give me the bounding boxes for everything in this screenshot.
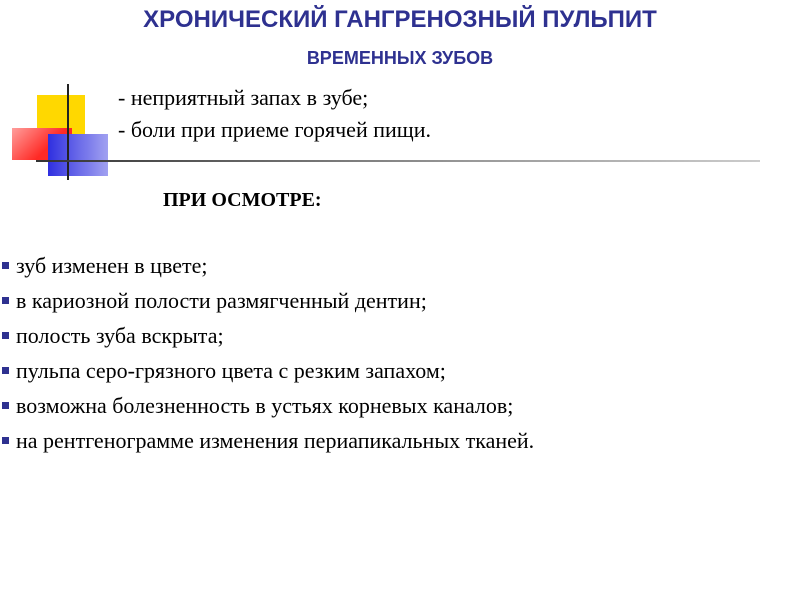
section-title: ПРИ ОСМОТРЕ: — [163, 189, 322, 211]
finding-text: полость зуба вскрыта; — [16, 323, 224, 348]
red-square-decoration — [12, 128, 72, 160]
blue-square-highlight — [48, 134, 108, 176]
square-bullet-icon — [2, 332, 9, 339]
slide-subtitle: ВРЕМЕННЫХ ЗУБОВ — [306, 48, 494, 68]
list-item — [0, 318, 534, 353]
square-bullet-icon — [2, 262, 9, 269]
list-item — [0, 423, 534, 458]
finding-text: пульпа серо-грязного цвета с резким запахом; — [16, 358, 446, 383]
intro-list — [118, 82, 431, 146]
list-item — [0, 283, 534, 318]
intro-line: - боли при приеме горячей пищи. — [118, 117, 431, 142]
slide-title: ХРОНИЧЕСКИЙ ГАНГРЕНОЗНЫЙ ПУЛЬПИТ — [143, 6, 657, 33]
finding-text: возможна болезненность в устьях корневых каналов; — [16, 393, 514, 418]
finding-text: в кариозной полости размягченный дентин; — [16, 288, 427, 313]
square-bullet-icon — [2, 402, 9, 409]
square-bullet-icon — [2, 437, 9, 444]
horizontal-rule — [36, 160, 760, 162]
list-item — [0, 353, 534, 388]
square-bullet-icon — [2, 367, 9, 374]
finding-text: на рентгенограмме изменения периапикальных тканей. — [16, 428, 535, 453]
intro-line: - неприятный запах в зубе; — [118, 85, 369, 110]
list-item — [0, 248, 534, 283]
red-square-highlight — [12, 128, 72, 160]
findings-list — [0, 248, 534, 458]
square-bullet-icon — [2, 297, 9, 304]
finding-text: зуб изменен в цвете; — [16, 253, 208, 278]
blue-square-decoration — [48, 134, 108, 176]
vertical-rule — [67, 84, 69, 180]
list-item — [0, 388, 534, 423]
yellow-square-decoration — [37, 95, 85, 141]
